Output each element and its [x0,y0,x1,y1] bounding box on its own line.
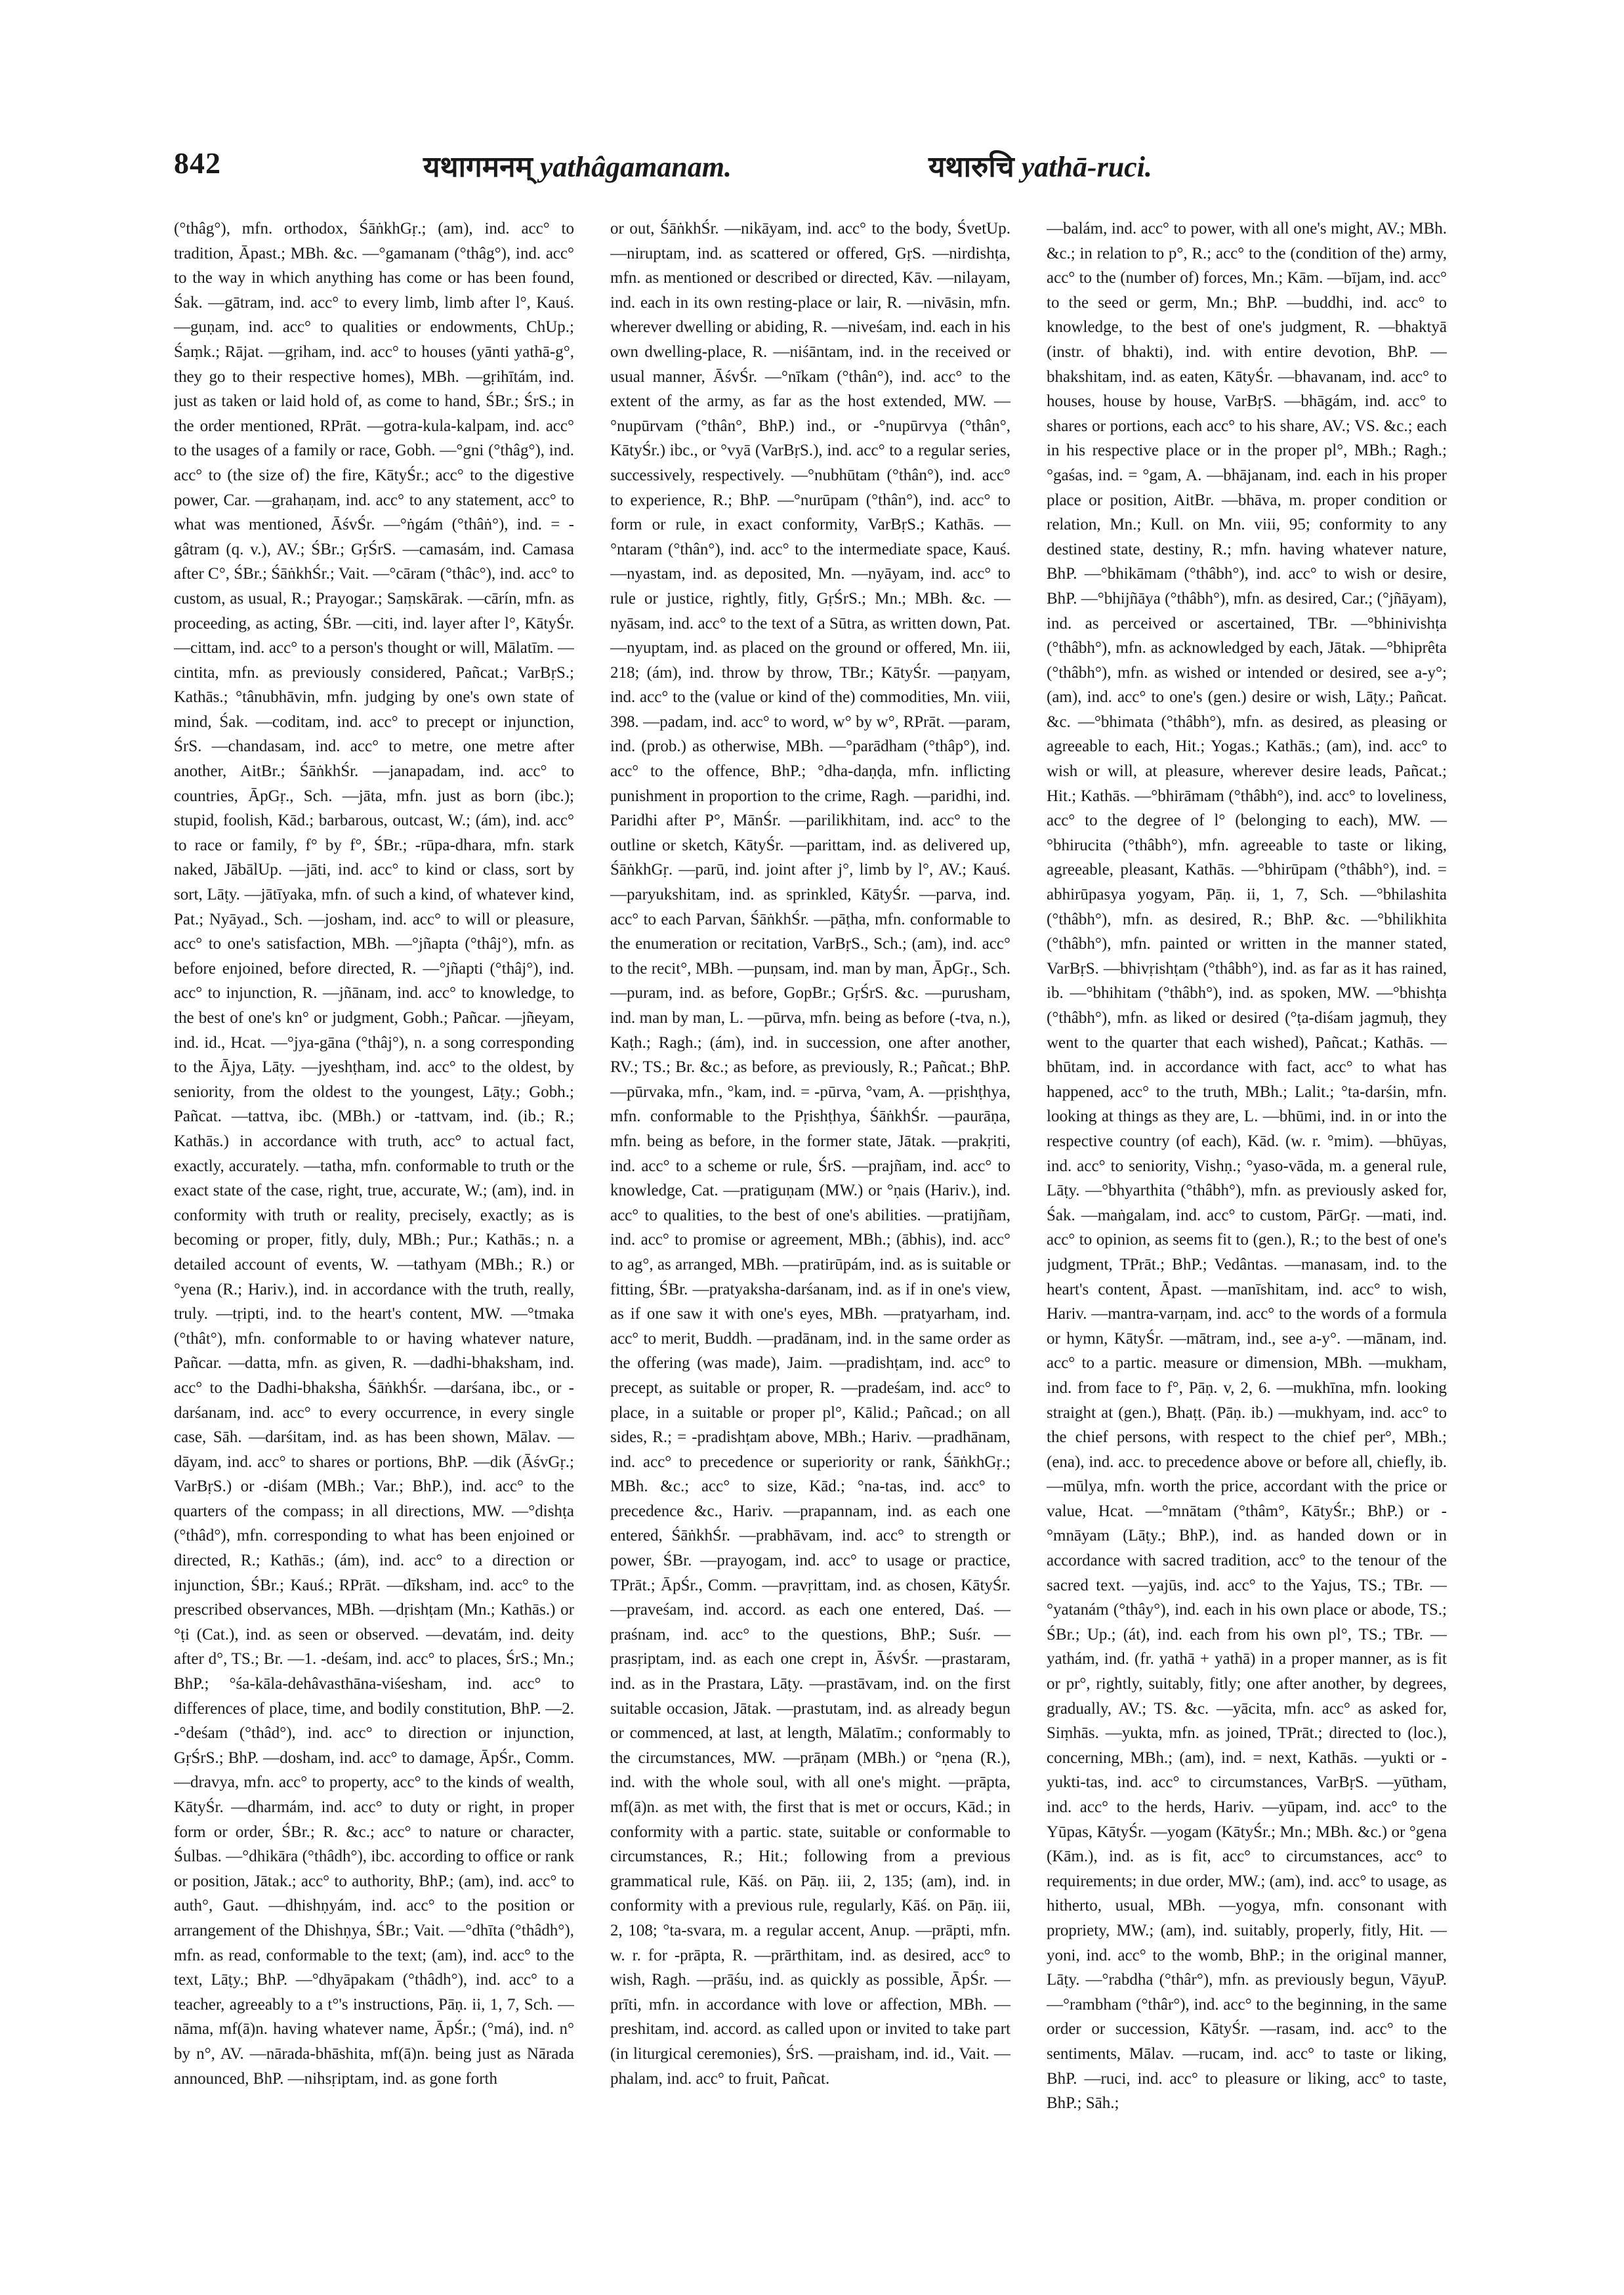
column-middle-text: or out, ŚāṅkhŚr. —nikāyam, ind. acc° to the body, ŚvetUp. —niruptam, ind. as scattered or offered, GṛS. —nirdishṭa, mfn. as mentioned or described or directed, Kāv. —nilayam, ind. each in its own resting-place or lair, R. —nivāsin, mfn. wherever dwelling or abiding, R. —niveśam, ind. each in his own dwelling-place, R. —niśāntam, ind. in the received or usual manner, ĀśvŚr. —°nīkam (°thân°), ind. acc° to the extent of the army, as far as the host extended, MW. —°nupūrvam (°thân°, BhP.) ind., or -°nupūrvya (°thân°, KātyŚr.) ibc., or °vyā (VarBṛS.), ind. acc° to a regular series, successively, respectively. —°nubhūtam (°thân°), ind. acc° to experience, R.; BhP. —°nurūpam (°thân°), ind. acc° to form or rule, in exact conformity, VarBṛS.; Kathās. —°ntaram (°thân°), ind. acc° to the intermediate space, Kauś. —nyastam, ind. as deposited, Mn. —nyāyam, ind. acc° to rule or justice, rightly, fitly, GṛŚrS.; Mn.; MBh. &c. —nyāsam, ind. acc° to the text of a Sūtra, as written down, Pat. —nyuptam, ind. as placed on the ground or offered, Mn. iii, 218; (ám), ind. throw by throw, TBr.; KātyŚr. —paṇyam, ind. acc° to the (value or kind of the) commodities, Mn. viii, 398. —padam, ind. acc° to word, w° by w°, RPrāt. —param, ind. (prob.) as otherwise, MBh. —°parādham (°thâp°), ind. acc° to the offence, BhP.; °dha-daṇḍa, mfn. inflicting punishment in proportion to the crime, Ragh. —paridhi, ind. Paridhi after P°, MānŚr. —parilikhitam, ind. acc° to the outline or sketch, KātyŚr. —parittam, ind. as delivered up, ŚāṅkhGṛ. —parū, ind. joint after j°, limb by l°, AV.; Kauś. —paryukshitam, ind. as sprinkled, KātyŚr. —parva, ind. acc° to each Parvan, ŚāṅkhŚr. —pāṭha, mfn. conformable to the enumeration or recitation, VarBṛS., Sch.; (am), ind. acc° to the recit°, MBh. —puṇsam, ind. man by man, ĀpGṛ., Sch. —puram, ind. as before, GopBr.; GṛŚrS. &c. —purusham, ind. man by man, L. —pūrva, mfn. being as before (-tva, n.), Kaṭh.; Ragh.; (ám), ind. in succession, one after another, RV.; TS.; Br. &c.; as before, as previously, R.; Pañcat.; BhP. —pūrvaka, mfn., °kam, ind. = -pūrva, °vam, A. —pṛishṭhya, mfn. conformable to the Pṛishṭhya, ŚāṅkhŚr. —paurāṇa, mfn. being as before, in the former state, Jātak. —prakṛiti, ind. acc° to a scheme or rule, ŚrS. —prajñam, ind. acc° to knowledge, Cat. —pratiguṇam (MW.) or °ṇais (Hariv.), ind. acc° to qualities, to the best of one's abilities. —pratijñam, ind. acc° to promise or agreement, MBh.; (ābhis), ind. acc° to ag°, as arranged, MBh. —pratirūpám, ind. as is suitable or fitting, ŚBr. —pratyaksha-darśanam, ind. as if in one's view, as if one saw it with one's eyes, MBh. —pratyarham, ind. acc° to merit, Buddh. —pradānam, ind. in the same order as the offering (was made), Jaim. —pradishṭam, ind. acc° to precept, as suitable or proper, R. —pradeśam, ind. acc° to place, in a suitable or proper pl°, Kālid.; Pañcad.; on all sides, R.; = -pradishṭam above, MBh.; Hariv. —pradhānam, ind. acc° to precedence or superiority or rank, ŚāṅkhGṛ.; MBh. &c.; acc° to size, Kād.; °na-tas, ind. acc° to precedence &c., Hariv. —prapannam, ind. as each one entered, ŚāṅkhŚr. —prabhāvam, ind. acc° to strength or power, ŚBr. —prayogam, ind. acc° to usage or practice, TPrāt.; ĀpŚr., Comm. —pravṛittam, ind. as chosen, KātyŚr. —praveśam, ind. accord. as each one entered, Daś. —praśnam, ind. acc° to the questions, BhP.; Suśr. —prasṛiptam, ind. as each one crept in, ĀśvŚr. —prastaram, ind. as in the Prastara, Lāṭy. —prastāvam, ind. on the first suitable occasion, Jātak. —prastutam, ind. as already begun or commenced, at last, at length, Mālatīm.; conformably to the circumstances, MW. —prāṇam (MBh.) or °ṇena (R.), ind. with the whole soul, with all one's might. —prāpta, mf(ā)n. as met with, the first that is met or occurs, Kād.; in conformity with a partic. state, suitable or conformable to circumstances, R.; Hit.; following from a previous grammatical rule, Kāś. on Pāṇ. iii, 2, 135; (am), ind. in conformity with a previous rule, regularly, Kāś. on Pāṇ. iii, 2, 108; °ta-svara, m. a regular accent, Anup. —prāpti, mfn. w. r. for -prāpta, R. —prārthitam, ind. as desired, acc° to wish, Ragh. —prāśu, ind. as quickly as possible, ĀpŚr. —prīti, mfn. in accordance with love or affection, MBh. —preshitam, ind. accord. as called upon or invited to take part (in liturgical ceremonies), ŚrS. —praisham, ind. id., Vait. —phalam, ind. acc° to fruit, Pañcat. [610,220,1010,2088]
column-right-text: —balám, ind. acc° to power, with all one's might, AV.; MBh. &c.; in relation to p°, R.; acc° to the (condition of the) army, acc° to the (number of) forces, Mn.; Kām. —bījam, ind. acc° to the seed or germ, Mn.; BhP. —buddhi, ind. acc° to knowledge, to the best of one's judgment, R. —bhaktyā (instr. of bhakti), ind. with entire devotion, BhP. —bhakshitam, ind. as eaten, KātyŚr. —bhavanam, ind. acc° to houses, house by house, VarBṛS. —bhāgám, ind. acc° to shares or portions, each acc° to his share, AV.; VS. &c.; each in his respective place or in the proper pl°, MBh.; Ragh.; °gaśas, ind. = °gam, A. —bhājanam, ind. each in his proper place or position, AitBr. —bhāva, m. proper condition or relation, Mn.; Kull. on Mn. viii, 95; conformity to any destined state, destiny, R.; mfn. having whatever nature, BhP. —°bhikāmam (°thâbh°), ind. acc° to wish or desire, BhP. —°bhijñāya (°thâbh°), mfn. as desired, Car.; (°jñāyam), ind. as perceived or ascertained, TBr. —°bhinivishṭa (°thâbh°), mfn. as acknowledged by each, Jātak. —°bhiprêta (°thâbh°), mfn. as wished or intended or desired, see a-y°; (am), ind. acc° to one's (gen.) desire or wish, Lāṭy.; Pañcat. &c. —°bhimata (°thâbh°), mfn. as desired, as pleasing or agreeable to each, Hit.; Yogas.; Kathās.; (am), ind. acc° to wish or will, at pleasure, wherever desire leads, Pañcat.; Hit.; Kathās. —°bhirāmam (°thâbh°), ind. acc° to loveliness, acc° to the degree of l° (belonging to each), MW. —°bhirucita (°thâbh°), mfn. agreeable to taste or liking, agreeable, pleasant, Kathās. —°bhirūpam (°thâbh°), ind. = abhirūpasya yogyam, Pāṇ. ii, 1, 7, Sch. —°bhilashita (°thâbh°), mfn. as desired, R.; BhP. &c. —°bhilikhita (°thâbh°), mfn. painted or written in the manner stated, VarBṛS. —bhivṛishṭam (°thâbh°), ind. as far as it has rained, ib. —°bhihitam (°thâbh°), ind. as spoken, MW. —°bhishṭa (°thâbh°), mfn. as liked or desired (°ṭa-diśam jagmuḥ, they went to the quarter that each wished), Pañcat.; Kathās. —bhūtam, ind. in accordance with fact, acc° to what has happened, acc° to the truth, MBh.; Lalit.; °ta-darśin, mfn. looking at things as they are, L. —bhūmi, ind. in or into the respective country (of each), Kād. (w. r. °mim). —bhūyas, ind. acc° to seniority, Vishṇ.; °yaso-vāda, m. a general rule, Lāṭy. —°bhyarthita (°thâbh°), mfn. as previously asked for, Śak. —maṅgalam, ind. acc° to custom, PārGṛ. —mati, ind. acc° to opinion, as seems fit to (gen.), R.; to the best of one's judgment, TPrāt.; BhP.; Vedântas. —manasam, ind. to the heart's content, Āpast. —manīshitam, ind. acc° to wish, Hariv. —mantra-varṇam, ind. acc° to the words of a formula or hymn, KātyŚr. —mātram, ind., see a-y°. —mānam, ind. acc° to a partic. measure or dimension, MBh. —mukham, ind. from face to f°, Pāṇ. v, 2, 6. —mukhīna, mfn. looking straight at (gen.), Bhaṭṭ. (Pāṇ. ib.) —mukhyam, ind. acc° to the chief persons, with respect to the chief per°, MBh.; (ena), ind. acc. to precedence above or before all, chiefly, ib. —mūlya, mfn. worth the price, accordant with the price or value, Hcat. —°mnātam (°thâm°, KātyŚr.; BhP.) or -°mnāyam (Lāṭy.; BhP.), ind. as handed down or in accordance with sacred tradition, acc° to the tenour of the sacred text. —yajūs, ind. acc° to the Yajus, TS.; TBr. —°yatanám (°thây°), ind. each in his own place or abode, TS.; ŚBr.; Up.; (át), ind. each from his own pl°, TS.; TBr. —yathám, ind. (fr. yathā + yathā) in a proper manner, as is fit or pr°, rightly, suitably, fitly; one after another, by degrees, gradually, AV.; TS. &c. —yācita, mfn. acc° as asked for, Siṃhās. —yukta, mfn. as joined, TPrāt.; directed to (loc.), concerning, MBh.; (am), ind. = next, Kathās. —yukti or -yukti-tas, ind. acc° to circumstances, VarBṛS. —yūtham, ind. acc° to the herds, Hariv. —yūpam, ind. acc° to the Yūpas, KātyŚr. —yogam (KātyŚr.; Mn.; MBh. &c.) or °gena (Kām.), ind. as is fit, acc° to circumstances, acc° to requirements; in due order, MW.; (am), ind. acc° to usage, as hitherto, usual, MBh. —yogya, mfn. consonant with propriety, MW.; (am), ind. suitably, properly, fitly, Hit. —yoni, ind. acc° to the womb, BhP.; in the original manner, Lāṭy. —°rabdha (°thâr°), mfn. as previously begun, VāyuP. —°rambham (°thâr°), ind. acc° to the beginning, in the same order or succession, KātyŚr. —rasam, ind. acc° to the sentiments, Mālav. —rucam, ind. acc° to taste or liking, BhP. —ruci, ind. acc° to pleasure or liking, acc° to taste, BhP.; Sāh.; [1047,220,1447,2113]
page-number: 842 [174,146,221,180]
right-head-devanagari: यथारुचि [928,151,1014,183]
right-head-transliteration: yathā-ruci. [1021,151,1152,183]
right-running-head [928,146,1152,185]
left-head-devanagari: यथागमनम् [423,151,533,183]
column-left [174,217,574,2264]
page-header [174,146,1467,198]
column-right [1047,217,1447,2264]
text-columns [174,217,1467,2264]
left-running-head [423,146,732,185]
column-middle [610,217,1010,2264]
column-left-text: (°thâg°), mfn. orthodox, ŚāṅkhGṛ.; (am), ind. acc° to tradition, Āpast.; MBh. &c. —°gamanam (°thâg°), ind. acc° to the way in which anything has come or has been found, Śak. —gātram, ind. acc° to every limb, limb after l°, Kauś. —guṇam, ind. acc° to qualities or endowments, ChUp.; Śaṃk.; Rājat. —gṛiham, ind. acc° to houses (yānti yathā-g°, they go to their respective homes), MBh. —gṛihītám, ind. just as taken or laid hold of, as come to hand, ŚBr.; ŚrS.; in the order mentioned, RPrāt. —gotra-kula-kalpam, ind. acc° to the usages of a family or race, Gobh. —°gni (°thâg°), ind. acc° to (the size of) the fire, KātyŚr.; acc° to the digestive power, Car. —grahaṇam, ind. acc° to any statement, acc° to what was mentioned, ĀśvŚr. —°ṅgám (°thâṅ°), ind. = -gâtram (q. v.), AV.; ŚBr.; GṛŚrS. —camasám, ind. Camasa after C°, ŚBr.; ŚāṅkhŚr.; Vait. —°cāram (°thâc°), ind. acc° to custom, as usual, R.; Prayogar.; Saṃskārak. —cārín, mfn. as proceeding, as acting, ŚBr. —citi, ind. layer after l°, KātyŚr. —cittam, ind. acc° to a person's thought or will, Mālatīm. —cintita, mfn. as previously considered, Pañcat.; VarBṛS.; Kathās.; °tânubhāvin, mfn. judging by one's own state of mind, Śak. —coditam, ind. acc° to precept or injunction, ŚrS. —chandasam, ind. acc° to metre, one metre after another, AitBr.; ŚāṅkhŚr. —janapadam, ind. acc° to countries, ĀpGṛ., Sch. —jāta, mfn. just as born (ibc.); stupid, foolish, Kād.; barbarous, outcast, W.; (ám), ind. acc° to race or family, f° by f°, ŚBr.; -rūpa-dhara, mfn. stark naked, JābālUp. —jāti, ind. acc° to kind or class, sort by sort, Lāṭy. —jātīyaka, mfn. of such a kind, of whatever kind, Pat.; Nyāyad., Sch. —josham, ind. acc° to will or pleasure, acc° to one's satisfaction, MBh. —°jñapta (°thâj°), mfn. as before enjoined, before directed, R. —°jñapti (°thâj°), ind. acc° to injunction, R. —jñānam, ind. acc° to knowledge, to the best of one's kn° or judgment, Gobh.; Pañcar. —jñeyam, ind. id., Hcat. —°jya-gāna (°thâj°), n. a song corresponding to the Ājya, Lāṭy. —jyeshṭham, ind. acc° to the oldest, by seniority, from the oldest to the youngest, Lāṭy.; Gobh.; Pañcat. —tattva, ibc. (MBh.) or -tattvam, ind. (ib.; R.; Kathās.) in accordance with truth, acc° to actual fact, exactly, accurately. —tatha, mfn. conformable to truth or the exact state of the case, right, true, accurate, W.; (am), ind. in conformity with truth or reality, precisely, exactly; as is becoming or proper, fitly, duly, MBh.; Pur.; Kathās.; n. a detailed account of events, W. —tathyam (MBh.; R.) or °yena (R.; Hariv.), ind. in accordance with the truth, really, truly. —tṛipti, ind. to the heart's content, MW. —°tmaka (°thât°), mfn. conformable to or having whatever nature, Pañcar. —datta, mfn. as given, R. —dadhi-bhaksham, ind. acc° to the Dadhi-bhaksha, ŚāṅkhŚr. —darśana, ibc., or -darśanam, ind. acc° to every occurrence, in every single case, Sāh. —darśitam, ind. as has been shown, Mālav. —dāyam, ind. acc° to shares or portions, BhP. —dik (ĀśvGṛ.; VarBṛS.) or -diśam (MBh.; Var.; BhP.), ind. acc° to the quarters of the compass; in all directions, MW. —°dishṭa (°thâd°), mfn. corresponding to what has been enjoined or directed, R.; Kathās.; (ám), ind. acc° to a direction or injunction, ŚBr.; Kauś.; RPrāt. —dīksham, ind. acc° to the prescribed observances, MBh. —dṛishṭam (Mn.; Kathās.) or °ṭi (Cat.), ind. as seen or observed. —devatám, ind. deity after d°, TS.; Br. —1. -deśam, ind. acc° to places, ŚrS.; Mn.; BhP.; °śa-kāla-dehâvasthāna-viśesham, ind. acc° to differences of place, time, and bodily constitution, BhP. —2. -°deśam (°thâd°), ind. acc° to direction or injunction, GṛŚrS.; BhP. —dosham, ind. acc° to damage, ĀpŚr., Comm. —dravya, mfn. acc° to property, acc° to the kinds of wealth, KātyŚr. —dharmám, ind. acc° to duty or right, in proper form or order, ŚBr.; R. &c.; acc° to nature or character, Śulbas. —°dhikāra (°thâdh°), ibc. according to office or rank or position, Jātak.; acc° to authority, BhP.; (am), ind. acc° to auth°, Gaut. —dhishṇyám, ind. acc° to the position or arrangement of the Dhishṇya, ŚBr.; Vait. —°dhīta (°thâdh°), mfn. as read, conformable to the text; (am), ind. acc° to the text, Lāṭy.; BhP. —°dhyāpakam (°thâdh°), ind. acc° to a teacher, agreeably to a t°'s instructions, Pāṇ. ii, 1, 7, Sch. —nāma, mf(ā)n. having whatever name, ĀpŚr.; (°má), ind. n° by n°, AV. —nārada-bhāshita, mf(ā)n. being just as Nārada announced, BhP. —nihsṛiptam, ind. as gone forth [174,220,574,2088]
left-head-transliteration: yathâgamanam. [539,151,732,183]
